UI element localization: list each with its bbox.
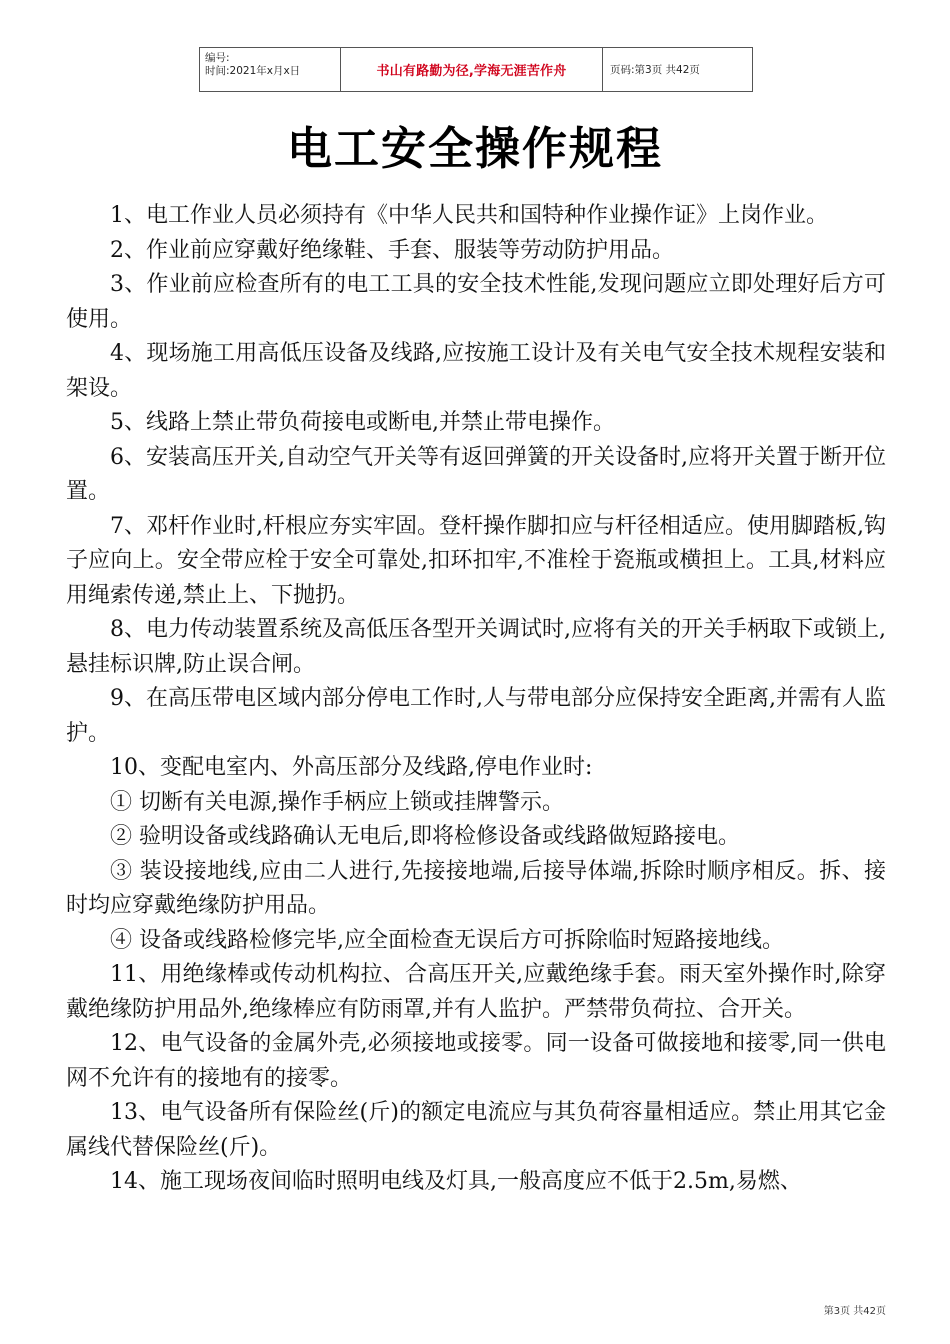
paragraph: 10、变配电室内、外高压部分及线路,停电作业时:: [110, 755, 593, 780]
paragraph: ③ 装设接地线,应由二人进行,先接接地端,后接导体端,拆除时顺序相反。拆、接时均应穿戴绝缘防护用品。: [66, 858, 886, 918]
paragraph: 2、作业前应穿戴好绝缘鞋、手套、服装等劳动防护用品。: [110, 237, 674, 263]
document-title: 电工安全操作规程: [286, 122, 663, 175]
date-label: 时间:2021年x月x日: [205, 65, 301, 77]
page-header-table: [199, 47, 753, 92]
header-motto: 书山有路勤为径,学海无涯苦作舟: [341, 48, 603, 91]
paragraph: 14、施工现场夜间临时照明电线及灯具,一般高度应不低于2.5m,易燃、: [110, 1169, 802, 1194]
header-meta-cell: [200, 48, 341, 91]
document-body: [66, 199, 886, 1200]
paragraph: 1、电工作业人员必须持有《中华人民共和国特种作业操作证》上岗作业。: [110, 203, 828, 228]
paragraph: 3、作业前应检查所有的电工工具的安全技术性能,发现问题应立即处理好后方可使用。: [66, 272, 886, 332]
paragraph: 8、电力传动装置系统及高低压各型开关调试时,应将有关的开关手柄取下或锁上,悬挂标识牌,防止误合闸。: [66, 617, 886, 677]
number-label: 编号:: [205, 52, 230, 64]
paragraph: ① 切断有关电源,操作手柄应上锁或挂牌警示。: [110, 789, 564, 815]
paragraph: 9、在高压带电区域内部分停电工作时,人与带电部分应保持安全距离,并需有人监护。: [66, 686, 886, 746]
paragraph: 12、电气设备的金属外壳,必须接地或接零。同一设备可做接地和接零,同一供电网不允许有的接地有的接零。: [66, 1031, 886, 1091]
page-footer: 第3页 共42页: [823, 1306, 886, 1317]
paragraph: ④ 设备或线路检修完毕,应全面检查无误后方可拆除临时短路接地线。: [110, 927, 784, 953]
paragraph: 11、用绝缘棒或传动机构拉、合高压开关,应戴绝缘手套。雨天室外操作时,除穿戴绝缘防护用品外,绝缘棒应有防雨罩,并有人监护。严禁带负荷拉、合开关。: [66, 962, 886, 1022]
header-page-number: 页码:第3页 共42页: [610, 64, 700, 76]
paragraph: 4、现场施工用高低压设备及线路,应按施工设计及有关电气安全技术规程安装和架设。: [66, 341, 886, 401]
paragraph: 5、线路上禁止带负荷接电或断电,并禁止带电操作。: [110, 410, 615, 435]
paragraph: ② 验明设备或线路确认无电后,即将检修设备或线路做短路接电。: [110, 824, 740, 849]
paragraph: 6、安装高压开关,自动空气开关等有返回弹簧的开关设备时,应将开关置于断开位置。: [66, 444, 886, 504]
paragraph: 7、邓杆作业时,杆根应夯实牢固。登杆操作脚扣应与杆径相适应。使用脚踏板,钩子应向上。安全带应栓于安全可靠处,扣环扣牢,不准栓于瓷瓶或横担上。工具,材料应用绳索传递,禁止上、下抛扔。: [66, 513, 886, 608]
paragraph: 13、电气设备所有保险丝(斤)的额定电流应与其负荷容量相适应。禁止用其它金属线代替保险丝(斤)。: [66, 1100, 886, 1160]
